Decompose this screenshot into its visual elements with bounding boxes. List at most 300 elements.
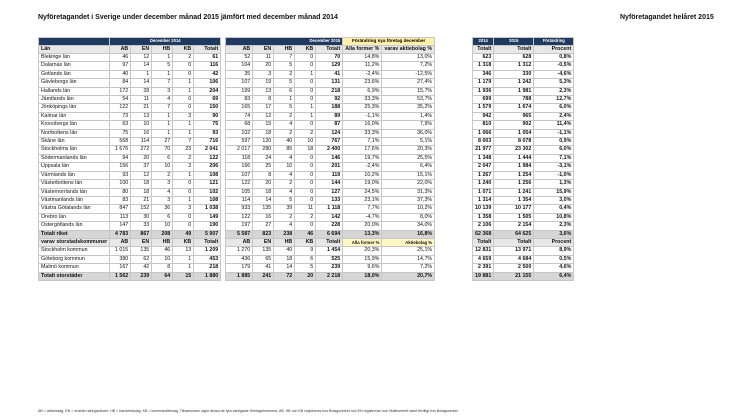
- year-2015-cell: 1 984: [494, 163, 534, 171]
- column-gap: [435, 146, 473, 154]
- change-all-forms-cell: 13,3%: [343, 230, 382, 238]
- dec-2014-cell: 1: [173, 171, 194, 179]
- band-change-december: Förändring nya företag december: [343, 38, 435, 46]
- row-label: Skåne län: [39, 138, 110, 146]
- dec-2015-cell: 0: [295, 121, 316, 129]
- dec-2015-cell: 72: [274, 272, 295, 280]
- county-row: [39, 87, 614, 95]
- dec-2015-cell: 2: [274, 112, 295, 120]
- dec-2014-cell: 10: [152, 255, 173, 263]
- year-change-cell: 3,0%: [534, 196, 574, 204]
- dec-2014-cell: 1: [131, 70, 152, 78]
- band-year-2015: 2015: [494, 38, 534, 46]
- dec-2014-cell: 12: [131, 54, 152, 62]
- header-totalt: Totalt: [194, 45, 221, 53]
- year-change-cell: 3,6%: [534, 230, 574, 238]
- row-label: Västernorrlands län: [39, 188, 110, 196]
- city-row: [39, 255, 614, 263]
- year-2015-cell: 1 054: [494, 129, 534, 137]
- dec-2015-cell: 0: [295, 87, 316, 95]
- dec-2015-cell: 35: [226, 70, 253, 78]
- year-2014-cell: 1 314: [473, 196, 494, 204]
- column-gap: [435, 247, 473, 255]
- year-change-cell: 2,4%: [534, 112, 574, 120]
- change-ab-cell: 1,4%: [382, 112, 435, 120]
- dec-2015-cell: 436: [226, 255, 253, 263]
- header-kb: KB: [173, 45, 194, 53]
- change-all-forms-cell: 19,7%: [343, 154, 382, 162]
- year-change-cell: -1,1%: [534, 129, 574, 137]
- change-all-forms-cell: 33,3%: [343, 96, 382, 104]
- year-2015-cell: 10 177: [494, 205, 534, 213]
- dec-2015-cell: 122: [226, 213, 253, 221]
- change-all-forms-cell: 7,7%: [343, 205, 382, 213]
- year-2014-cell: 2 047: [473, 163, 494, 171]
- dec-2015-cell: 280: [253, 146, 274, 154]
- dec-2014-cell: 64: [152, 272, 173, 280]
- table-body: [39, 45, 614, 280]
- year-change-cell: 6,4%: [534, 272, 574, 280]
- row-label: Västra Götalands län: [39, 205, 110, 213]
- dec-2015-cell: 767: [316, 138, 343, 146]
- header-year-2014: Totalt: [473, 45, 494, 53]
- dec-2015-cell: 20: [253, 62, 274, 70]
- dec-2014-cell: 1 676: [110, 146, 131, 154]
- dec-2015-cell: 114: [226, 196, 253, 204]
- dec-2015-cell: 40: [274, 138, 295, 146]
- change-ab-cell: 14,7%: [382, 255, 435, 263]
- dec-2014-cell: 10: [131, 121, 152, 129]
- dec-2015-cell: 122: [226, 180, 253, 188]
- change-all-forms-cell: 11,2%: [343, 62, 382, 70]
- year-2015-cell: 1 312: [494, 62, 534, 70]
- dec-2015-cell: 2: [274, 70, 295, 78]
- dec-2014-cell: 62: [131, 255, 152, 263]
- year-2014-cell: 62 368: [473, 230, 494, 238]
- year-2015-cell: 1 254: [494, 171, 534, 179]
- dec-2015-cell: 2: [295, 213, 316, 221]
- year-2015-cell: 8 078: [494, 138, 534, 146]
- dec-2015-cell: 102: [226, 129, 253, 137]
- dec-2014-cell: 97: [110, 62, 131, 70]
- dec-2014-cell: 108: [194, 171, 221, 179]
- dec-2015-cell: 24: [253, 154, 274, 162]
- county-row: [39, 70, 614, 78]
- dec-2015-cell: 15: [253, 121, 274, 129]
- dec-2015-cell: 5: [295, 264, 316, 272]
- dec-2015-cell: 2 400: [316, 146, 343, 154]
- header-kb: KB: [173, 238, 194, 246]
- dec-2014-cell: 0: [173, 70, 194, 78]
- dec-2015-cell: 146: [316, 154, 343, 162]
- county-row: [39, 104, 614, 112]
- dec-2015-cell: 144: [316, 180, 343, 188]
- dec-2014-cell: 1: [173, 79, 194, 87]
- dec-2014-cell: 867: [131, 230, 152, 238]
- row-label: Dalarnas län: [39, 62, 110, 70]
- dec-2014-cell: 149: [194, 213, 221, 221]
- column-gap: [435, 196, 473, 204]
- change-all-forms-cell: 17,6%: [343, 146, 382, 154]
- dec-2015-cell: 14: [274, 264, 295, 272]
- dec-2014-cell: 36: [152, 205, 173, 213]
- dec-2015-cell: 0: [295, 62, 316, 70]
- change-ab-cell: 7,9%: [382, 121, 435, 129]
- dec-2014-cell: 1: [152, 121, 173, 129]
- dec-2015-cell: 142: [316, 213, 343, 221]
- dec-2014-cell: 0: [173, 188, 194, 196]
- dec-2015-cell: 2: [274, 129, 295, 137]
- dec-2014-cell: 13: [173, 247, 194, 255]
- dec-2014-cell: 93: [110, 171, 131, 179]
- dec-2014-cell: 4 783: [110, 230, 131, 238]
- column-gap: [435, 138, 473, 146]
- dec-2015-cell: 1 118: [316, 205, 343, 213]
- header-ab-share: varav aktiebolag %: [382, 45, 435, 53]
- dec-2014-cell: 1: [173, 196, 194, 204]
- dec-2014-cell: 3: [152, 87, 173, 95]
- dec-2014-cell: 208: [152, 230, 173, 238]
- dec-2014-cell: 40: [110, 70, 131, 78]
- dec-2015-cell: 2 017: [226, 146, 253, 154]
- dec-2015-cell: 68: [226, 121, 253, 129]
- footnote: AB = aktiebolag, EN = enskild näringsidkare, HB = handelsbolag, KB = kommanditbolag. Tillsammans utgör dessa de fyra vanligaste företagsformerna. AB, HB och KB registreras hos Bolagsverket och EN registreras hos Skatteverket samt frivilligt hos Bolagsverket.: [38, 409, 459, 413]
- column-gap: [435, 154, 473, 162]
- dec-2014-cell: 11: [131, 96, 152, 104]
- dec-2015-cell: 4: [274, 171, 295, 179]
- total-row: [39, 230, 614, 238]
- cities-header-row: [39, 238, 614, 246]
- dec-2014-cell: 1: [152, 54, 173, 62]
- dec-2014-cell: 6: [152, 154, 173, 162]
- dec-2015-cell: 525: [316, 255, 343, 263]
- dec-2014-cell: 122: [110, 104, 131, 112]
- dec-2014-cell: 14: [131, 62, 152, 70]
- dec-2015-cell: 85: [274, 146, 295, 154]
- dec-2015-cell: 4: [274, 154, 295, 162]
- dec-2014-cell: 121: [194, 180, 221, 188]
- year-2015-cell: 2 154: [494, 222, 534, 230]
- column-gap: [435, 188, 473, 196]
- dec-2014-cell: 80: [110, 188, 131, 196]
- header-year-2014: Totalt: [473, 238, 494, 246]
- dec-2015-cell: 9: [295, 247, 316, 255]
- change-ab-cell: -12,5%: [382, 70, 435, 78]
- dec-2014-cell: 113: [110, 213, 131, 221]
- year-change-cell: 1,3%: [534, 180, 574, 188]
- dec-2015-cell: 5: [274, 196, 295, 204]
- dec-2014-cell: 54: [110, 96, 131, 104]
- header-totalt: Totalt: [316, 45, 343, 53]
- dec-2014-cell: 716: [194, 138, 221, 146]
- dec-2015-cell: 199: [226, 87, 253, 95]
- year-2015-cell: 1 981: [494, 87, 534, 95]
- column-gap: [435, 54, 473, 62]
- row-label: Stockholms län: [39, 146, 110, 154]
- change-all-forms-cell: 15,9%: [343, 255, 382, 263]
- dec-2015-cell: 135: [253, 247, 274, 255]
- year-change-cell: -4,6%: [534, 70, 574, 78]
- dec-2014-cell: 2: [152, 171, 173, 179]
- dec-2014-cell: 106: [194, 79, 221, 87]
- row-label: Västerbottens län: [39, 180, 110, 188]
- dec-2014-cell: 16: [131, 129, 152, 137]
- header-hb: HB: [274, 45, 295, 53]
- dec-2015-cell: 6: [295, 255, 316, 263]
- dec-2014-cell: 46: [152, 247, 173, 255]
- dec-2014-cell: 14: [131, 79, 152, 87]
- change-ab-cell: 7,2%: [382, 264, 435, 272]
- year-change-cell: 15,9%: [534, 188, 574, 196]
- dec-2015-cell: 13: [253, 87, 274, 95]
- dec-2015-cell: 1 885: [226, 272, 253, 280]
- dec-2015-cell: 7: [274, 54, 295, 62]
- dec-2015-cell: 241: [253, 272, 274, 280]
- change-all-forms-cell: 23,1%: [343, 196, 382, 204]
- dec-2015-cell: 4: [274, 222, 295, 230]
- dec-2014-cell: 3: [173, 112, 194, 120]
- year-2014-cell: 1 318: [473, 62, 494, 70]
- dec-2015-cell: 0: [295, 196, 316, 204]
- county-row: [39, 121, 614, 129]
- dec-2014-cell: 4: [152, 188, 173, 196]
- dec-2014-cell: 152: [131, 205, 152, 213]
- dec-2015-cell: 25: [253, 163, 274, 171]
- year-change-cell: 0,9%: [534, 138, 574, 146]
- dec-2015-cell: 119: [316, 171, 343, 179]
- year-2014-cell: 4 659: [473, 255, 494, 263]
- year-change-cell: 2,3%: [534, 222, 574, 230]
- year-2014-cell: 10 139: [473, 205, 494, 213]
- dec-2015-cell: 89: [316, 112, 343, 120]
- row-label: Kalmar län: [39, 112, 110, 120]
- county-row: [39, 205, 614, 213]
- dec-2015-cell: 41: [316, 70, 343, 78]
- year-change-cell: 2,3%: [534, 87, 574, 95]
- dec-2014-cell: 4: [152, 96, 173, 104]
- dec-2015-cell: 46: [295, 230, 316, 238]
- header-ab: AB: [226, 238, 253, 246]
- year-2015-cell: 1 505: [494, 213, 534, 221]
- year-2014-cell: 21 977: [473, 146, 494, 154]
- dec-2015-cell: 118: [226, 154, 253, 162]
- year-change-cell: 8,9%: [534, 247, 574, 255]
- band-dec-2015: December 2015: [226, 38, 343, 46]
- year-2015-cell: 1 444: [494, 154, 534, 162]
- header-ab: AB: [110, 45, 131, 53]
- header-year-2015: Totalt: [494, 45, 534, 53]
- row-label: Gotlands län: [39, 70, 110, 78]
- dec-2015-cell: 74: [226, 112, 253, 120]
- dec-2014-cell: 2: [173, 154, 194, 162]
- change-ab-cell: 15,7%: [382, 87, 435, 95]
- change-all-forms-cell: 7,1%: [343, 138, 382, 146]
- header-hb: HB: [152, 238, 173, 246]
- column-gap: [435, 180, 473, 188]
- year-change-cell: 6,0%: [534, 146, 574, 154]
- dec-2014-cell: 73: [110, 112, 131, 120]
- change-ab-cell: 34,0%: [382, 222, 435, 230]
- row-label: Södermanlands län: [39, 154, 110, 162]
- dec-2015-cell: 18: [253, 188, 274, 196]
- dec-2015-cell: 104: [226, 62, 253, 70]
- band-header-row: [39, 38, 614, 46]
- dec-2015-cell: 133: [316, 196, 343, 204]
- cities-total-row: [39, 272, 614, 280]
- column-gap: [435, 79, 473, 87]
- change-ab-cell: 15,1%: [382, 171, 435, 179]
- dec-2014-cell: 42: [131, 264, 152, 272]
- dec-2015-cell: 18: [253, 129, 274, 137]
- dec-2015-cell: 166: [226, 163, 253, 171]
- column-gap: [435, 62, 473, 70]
- row-label: Totalt storstäder: [39, 272, 110, 280]
- dec-2014-cell: 1 015: [110, 247, 131, 255]
- change-all-forms-cell: 14,8%: [343, 54, 382, 62]
- dec-2015-cell: 19: [253, 79, 274, 87]
- dec-2014-cell: 0: [173, 222, 194, 230]
- year-2015-cell: 2 500: [494, 264, 534, 272]
- dec-2014-cell: 21: [131, 104, 152, 112]
- header-en: EN: [253, 45, 274, 53]
- dec-2014-cell: 568: [110, 138, 131, 146]
- column-gap: [435, 104, 473, 112]
- dec-2015-cell: 239: [316, 264, 343, 272]
- dec-2014-cell: 272: [131, 146, 152, 154]
- dec-2015-cell: 5 587: [226, 230, 253, 238]
- dec-2015-cell: 16: [253, 213, 274, 221]
- year-2014-cell: 2 391: [473, 264, 494, 272]
- change-ab-cell: 10,2%: [382, 205, 435, 213]
- year-2014-cell: 699: [473, 96, 494, 104]
- dec-2015-cell: 39: [274, 205, 295, 213]
- year-2014-cell: 1 936: [473, 87, 494, 95]
- year-2014-cell: 1 579: [473, 104, 494, 112]
- dec-2015-cell: 5: [274, 79, 295, 87]
- change-all-forms-cell: 33,3%: [343, 129, 382, 137]
- dec-2015-cell: 823: [253, 230, 274, 238]
- row-label: Värmlands län: [39, 171, 110, 179]
- dec-2015-cell: 0: [295, 188, 316, 196]
- dec-2015-cell: 218: [316, 87, 343, 95]
- dec-2014-cell: 156: [110, 163, 131, 171]
- dec-2014-cell: 1: [173, 121, 194, 129]
- dec-2014-cell: 61: [194, 54, 221, 62]
- dec-2014-cell: 2 041: [194, 146, 221, 154]
- row-label: Hallands län: [39, 87, 110, 95]
- year-2014-cell: 19 881: [473, 272, 494, 280]
- dec-2015-cell: 933: [226, 205, 253, 213]
- dec-2015-cell: 228: [316, 222, 343, 230]
- dec-2014-cell: 7: [152, 104, 173, 112]
- dec-2014-cell: 847: [110, 205, 131, 213]
- dec-2015-cell: 2: [274, 213, 295, 221]
- row-label: Blekinge län: [39, 54, 110, 62]
- year-2014-cell: 1 267: [473, 171, 494, 179]
- dec-2014-cell: 20: [131, 154, 152, 162]
- dec-2014-cell: 49: [173, 230, 194, 238]
- dec-2015-cell: 2: [274, 180, 295, 188]
- year-2015-cell: 1 674: [494, 104, 534, 112]
- dec-2014-cell: 7: [152, 79, 173, 87]
- header-hb: HB: [152, 45, 173, 53]
- change-ab-cell: 31,3%: [382, 188, 435, 196]
- year-change-cell: -3,1%: [534, 163, 574, 171]
- dec-2015-cell: 2 218: [316, 272, 343, 280]
- year-2014-cell: 1 358: [473, 213, 494, 221]
- dec-2014-cell: 42: [194, 70, 221, 78]
- column-gap: [435, 222, 473, 230]
- change-ab-cell: 37,3%: [382, 196, 435, 204]
- county-row: [39, 129, 614, 137]
- county-row: [39, 213, 614, 221]
- county-row: [39, 171, 614, 179]
- dec-2014-cell: 3: [173, 163, 194, 171]
- city-row: [39, 247, 614, 255]
- change-ab-cell: 13,0%: [382, 54, 435, 62]
- dec-2015-cell: 0: [295, 96, 316, 104]
- change-ab-cell: 25,5%: [382, 154, 435, 162]
- year-2014-cell: 1 066: [473, 129, 494, 137]
- band-year-2014: 2014: [473, 38, 494, 46]
- change-all-forms-cell: 24,5%: [343, 188, 382, 196]
- band-spacer: [39, 38, 110, 46]
- dec-2014-cell: 18: [131, 180, 152, 188]
- year-2015-cell: 965: [494, 112, 534, 120]
- header-kb: KB: [295, 45, 316, 53]
- dec-2014-cell: 0: [173, 213, 194, 221]
- dec-2015-cell: 238: [274, 230, 295, 238]
- dec-2014-cell: 37: [131, 163, 152, 171]
- band-dec-2014: December 2014: [110, 38, 221, 46]
- header-procent: Procent: [534, 238, 574, 246]
- dec-2015-cell: 20: [253, 180, 274, 188]
- change-all-forms-cell: -4,7%: [343, 213, 382, 221]
- dec-2014-cell: 116: [194, 62, 221, 70]
- dec-2014-cell: 15: [173, 272, 194, 280]
- dec-2014-cell: 30: [131, 213, 152, 221]
- change-ab-cell: 5,1%: [382, 138, 435, 146]
- year-2015-cell: 1 241: [494, 188, 534, 196]
- dec-2014-cell: 70: [152, 146, 173, 154]
- dec-2015-cell: 124: [316, 129, 343, 137]
- dec-2015-cell: 201: [316, 163, 343, 171]
- dec-2015-cell: 1: [274, 96, 295, 104]
- header-kb: KB: [295, 238, 316, 246]
- dec-2015-cell: 1 270: [226, 247, 253, 255]
- row-label: Malmö kommun: [39, 264, 110, 272]
- row-label: Uppsala län: [39, 163, 110, 171]
- change-ab-cell: 20,3%: [382, 146, 435, 154]
- dec-2015-cell: 3: [253, 70, 274, 78]
- row-label: Göteborg kommun: [39, 255, 110, 263]
- change-all-forms-cell: 20,3%: [343, 247, 382, 255]
- dec-2014-cell: 147: [110, 222, 131, 230]
- dec-2015-cell: 17: [253, 104, 274, 112]
- year-2014-cell: 8 003: [473, 138, 494, 146]
- year-2014-cell: 2 106: [473, 222, 494, 230]
- change-all-forms-cell: -2,4%: [343, 163, 382, 171]
- dec-2015-cell: 129: [316, 62, 343, 70]
- dec-2014-cell: 190: [194, 222, 221, 230]
- dec-2015-cell: 179: [226, 264, 253, 272]
- column-gap: [435, 255, 473, 263]
- dec-2015-cell: 197: [226, 222, 253, 230]
- dec-2015-cell: 41: [253, 264, 274, 272]
- dec-2015-cell: 131: [316, 79, 343, 87]
- change-ab-cell: 20,7%: [382, 272, 435, 280]
- dec-2014-cell: 0: [173, 180, 194, 188]
